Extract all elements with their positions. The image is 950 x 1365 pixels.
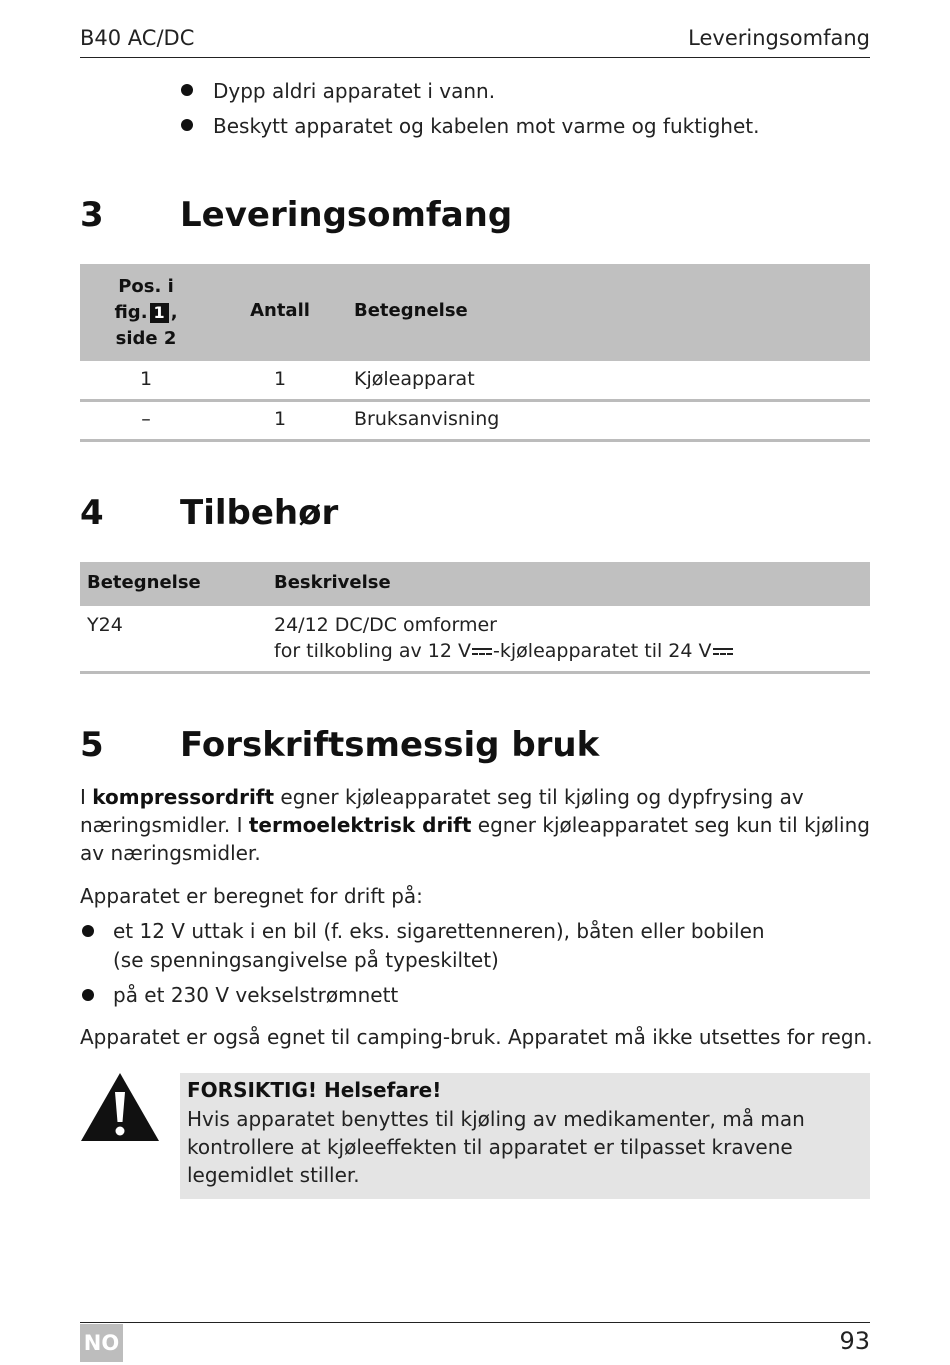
header-text: side 2 [115, 328, 177, 349]
header-divider [80, 57, 870, 58]
table-cell-designation: Bruksanvisning [354, 408, 500, 430]
bullet-icon [82, 925, 94, 937]
section-title: Tilbehør [180, 493, 339, 533]
column-header-count: Antall [250, 300, 310, 321]
bullet-icon [181, 119, 193, 131]
page-number: 93 [839, 1327, 870, 1355]
section-title: Forskriftsmessig bruk [180, 725, 600, 765]
description-text: -kjøleapparatet til 24 V [493, 640, 712, 662]
column-header-designation: Betegnelse [87, 572, 201, 593]
dc-voltage-icon [713, 647, 733, 657]
text-span: egner kjøleapparatet seg til kjøling og dypfrysing av [274, 785, 804, 809]
table-row-divider [80, 399, 870, 402]
section-title: Leveringsomfang [180, 195, 513, 235]
section-number: 3 [80, 195, 104, 235]
paragraph-line [80, 811, 870, 839]
intro-bullet: Dypp aldri apparatet i vann. [213, 79, 496, 103]
list-item-line: et 12 V uttak i en bil (f. eks. sigarettenneren), båten eller bobilen [113, 919, 765, 943]
column-header-position [80, 274, 212, 352]
section-number: 4 [80, 493, 104, 533]
description-text: for tilkobling av 12 V [274, 640, 472, 662]
section-number: 5 [80, 725, 104, 765]
text-span: egner kjøleapparatet seg kun til kjøling [471, 813, 870, 837]
bullet-icon [82, 989, 94, 1001]
text-span: I [80, 785, 93, 809]
paragraph: Apparatet er også egnet til camping-bruk. Apparatet må ikke utsettes for regn. [80, 1025, 873, 1049]
table-cell-designation: Y24 [87, 614, 123, 636]
table-bottom-rule [80, 439, 870, 442]
table-cell-description [274, 640, 734, 662]
table-bottom-rule [80, 671, 870, 674]
warning-line: Hvis apparatet benyttes til kjøling av medikamenter, må man [187, 1107, 805, 1131]
intro-bullet: Beskytt apparatet og kabelen mot varme og fuktighet. [213, 114, 760, 138]
column-header-designation: Betegnelse [354, 300, 468, 321]
table-cell-count: 1 [273, 368, 287, 390]
table-cell-position: – [141, 408, 151, 430]
table-cell-description: 24/12 DC/DC omformer [274, 614, 497, 636]
paragraph-line [80, 783, 804, 811]
language-badge: NO [80, 1324, 123, 1362]
table-cell-designation: Kjøleapparat [354, 368, 475, 390]
header-text: Pos. i [118, 276, 174, 297]
paragraph: Apparatet er beregnet for drift på: [80, 884, 423, 908]
header-text: , [170, 302, 178, 323]
list-item-line: på et 230 V vekselstrømnett [113, 983, 399, 1007]
warning-line: legemidlet stiller. [187, 1163, 360, 1187]
table-cell-position: 1 [139, 368, 153, 390]
table-cell-count: 1 [273, 408, 287, 430]
figure-number-badge: 1 [150, 303, 169, 323]
header-text: fig. [114, 302, 148, 323]
paragraph-line: av næringsmidler. [80, 841, 261, 865]
text-span: næringsmidler. I [80, 813, 249, 837]
warning-line: kontrollere at kjøleeffekten til apparatet er tilpasset kravene [187, 1135, 793, 1159]
emphasis-text: termoelektrisk drift [248, 813, 472, 837]
warning-title: FORSIKTIG! Helsefare! [187, 1078, 442, 1102]
dc-voltage-icon [472, 647, 492, 657]
emphasis-text: kompressordrift [92, 785, 275, 809]
running-header-section: Leveringsomfang [688, 26, 870, 50]
header-text [80, 300, 212, 326]
column-header-description: Beskrivelse [274, 572, 391, 593]
running-header-model: B40 AC/DC [80, 26, 195, 50]
list-item-line: (se spenningsangivelse på typeskiltet) [113, 948, 499, 972]
footer-divider [80, 1322, 870, 1323]
warning-triangle-icon [79, 1071, 161, 1143]
bullet-icon [181, 84, 193, 96]
